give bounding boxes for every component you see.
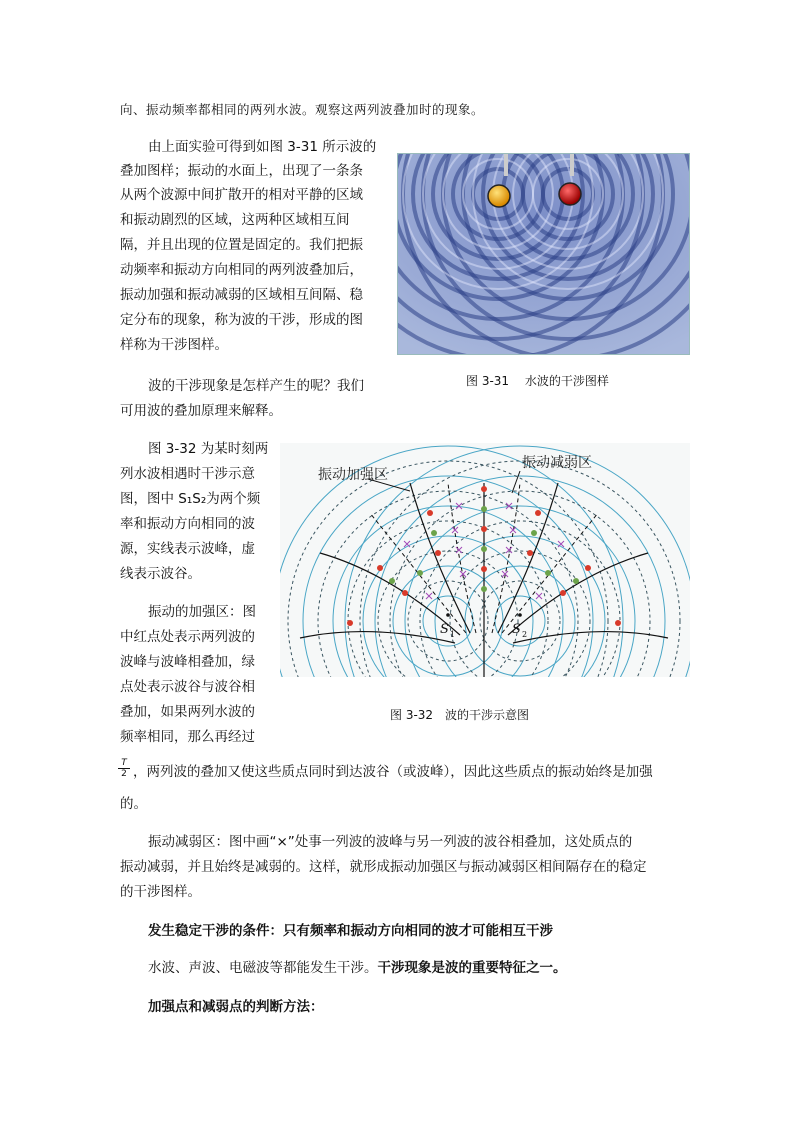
- text-line: 波的干涉现象是怎样产生的呢？我们: [148, 378, 364, 394]
- text-line: 从两个波源中间扩散开的相对平静的区域: [120, 187, 363, 203]
- text-line: 的干涉图样。: [120, 884, 201, 900]
- text-line: 样称为干涉图样。: [120, 337, 228, 353]
- figure-caption: 图 3-31 水波的干涉图样: [466, 374, 609, 388]
- fraction-denominator: 2: [118, 768, 130, 779]
- text-line: 叠加图样；振动的水面上，出现了一条条: [120, 163, 363, 179]
- text-line: 振动的加强区：图: [148, 604, 256, 620]
- label-s2: S: [512, 622, 521, 637]
- text-line: 叠加，如果两列水波的: [120, 704, 255, 720]
- text-line: 由上面实验可得到如图 3-31 所示波的: [148, 139, 377, 155]
- text-line: 线表示波谷。: [120, 566, 201, 582]
- text-line: 图 3-32 为某时刻两: [148, 441, 269, 457]
- label-s2-subscript: 2: [522, 630, 528, 639]
- text-line: 振动减弱区：图中画“×”处事一列波的波峰与另一列波的波谷相叠加，这处质点的: [148, 834, 633, 850]
- label-weak-zone: 振动减弱区: [522, 455, 592, 471]
- water-wave-photo: [397, 153, 690, 355]
- bold-heading-condition: 发生稳定干涉的条件：只有频率和振动方向相同的波才可能相互干涉: [148, 923, 553, 939]
- text-line: 动频率和振动方向相同的两列波叠加后，: [120, 262, 363, 278]
- text-line: 图，图中 S₁S₂为两个频: [120, 491, 261, 507]
- bold-heading-judgement: 加强点和减弱点的判断方法：: [148, 999, 324, 1015]
- text-line: 源，实线表示波峰，虚: [120, 541, 255, 557]
- top-line: 向、振动频率都相同的两列水波。观察这两列波叠加时的现象。: [120, 102, 485, 117]
- interference-diagram: [280, 443, 690, 677]
- label-s1-subscript: 1: [450, 630, 456, 639]
- text-line: 列水波相遇时干涉示意: [120, 466, 255, 482]
- text-line: 的。: [120, 796, 147, 812]
- text-line: 点处表示波谷与波谷相: [120, 679, 255, 695]
- text-line: 率和振动方向相同的波: [120, 516, 255, 532]
- text-line: 定分布的现象，称为波的干涉，形成的图: [120, 312, 363, 328]
- text-line: 可用波的叠加原理来解释。: [120, 403, 282, 419]
- paragraph-6: [148, 958, 567, 978]
- label-s1: S: [440, 622, 449, 637]
- figure-caption: 图 3-32 波的干涉示意图: [390, 708, 530, 722]
- text-line: 和振动剧烈的区域，这两种区域相互间: [120, 212, 350, 228]
- text-line: 隔，并且出现的位置是固定的。我们把振: [120, 237, 363, 253]
- fraction-t-over-2: [118, 758, 130, 779]
- text-line: 波峰与波峰相叠加，绿: [120, 654, 255, 670]
- text-span-bold: 干涉现象是波的重要特征之一。: [377, 960, 567, 976]
- text-line: 中红点处表示两列波的: [120, 629, 255, 645]
- text-line: ，两列波的叠加又使这些质点同时到达波谷（或波峰），因此这些质点的振动始终是加强: [133, 764, 653, 780]
- text-line: 振动加强和振动减弱的区域相互间隔、稳: [120, 287, 363, 303]
- text-span: 水波、声波、电磁波等都能发生干涉。: [148, 960, 378, 976]
- text-line: 振动减弱，并且始终是减弱的。这样，就形成振动加强区与振动减弱区相间隔存在的稳定: [120, 859, 647, 875]
- fraction-numerator: T: [121, 758, 127, 768]
- text-line: 频率相同，那么再经过: [120, 729, 255, 745]
- label-strong-zone: 振动加强区: [318, 467, 388, 483]
